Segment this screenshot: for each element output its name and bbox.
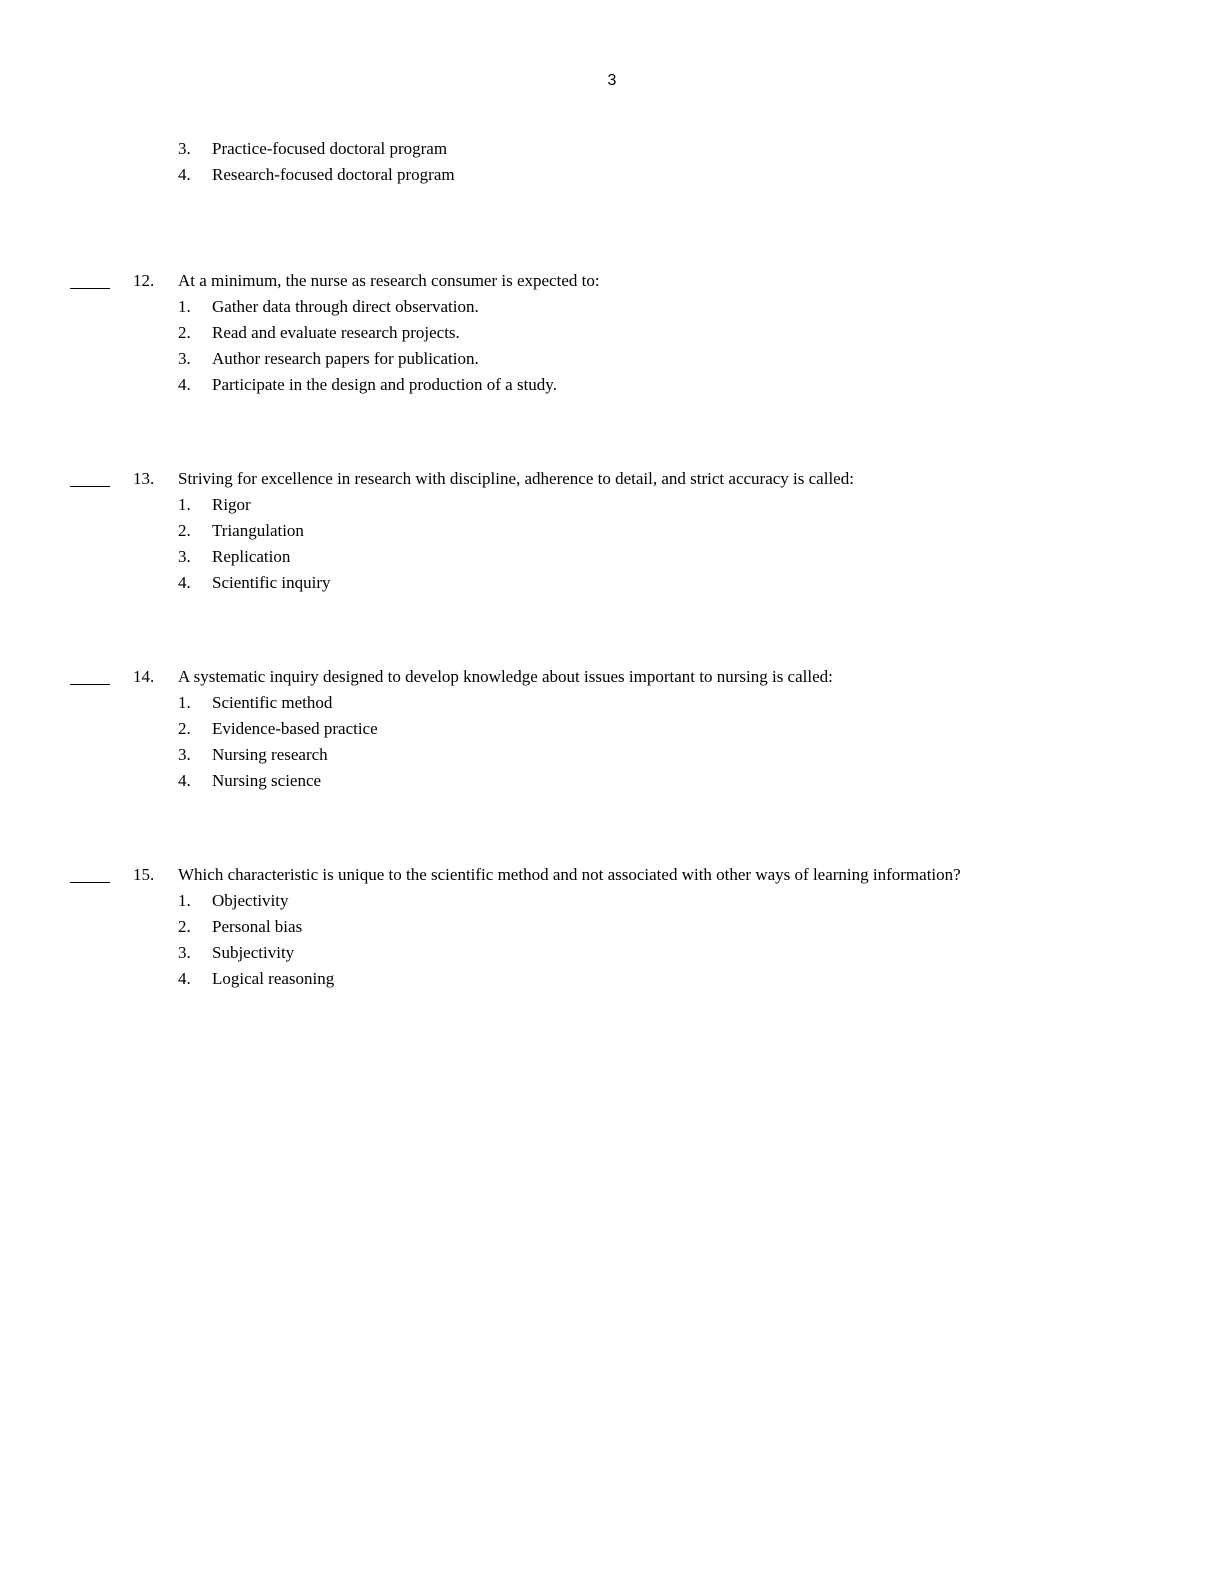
option-number: 2.: [178, 521, 191, 540]
question-head: [0, 862, 1224, 888]
option-text: Personal bias: [212, 917, 303, 936]
option-number: 3.: [178, 745, 191, 764]
option-text: Participate in the design and production of a study.: [212, 375, 557, 394]
answer-blank: [70, 684, 110, 685]
option-number: 1.: [178, 495, 191, 514]
option-text: Scientific method: [212, 693, 333, 712]
option-text: Subjectivity: [212, 943, 295, 962]
option-row: [178, 888, 1224, 914]
option-text: Replication: [212, 547, 291, 566]
option-text: Triangulation: [212, 521, 304, 540]
option-number: 3.: [178, 547, 191, 566]
option-number: 2.: [178, 323, 191, 342]
option-number: 2.: [178, 719, 191, 738]
question-text: A systematic inquiry designed to develop knowledge about issues important to nursing is called:: [178, 667, 833, 686]
option-row: [178, 294, 1224, 320]
option-text: Logical reasoning: [212, 969, 335, 988]
option-row: [178, 544, 1224, 570]
question-14: [0, 664, 1224, 794]
question-15: [0, 862, 1224, 992]
option-row: [178, 518, 1224, 544]
option-number: 4.: [178, 375, 191, 394]
answer-blank: [70, 486, 110, 487]
option-number: 4.: [178, 573, 191, 592]
option-row: [178, 690, 1224, 716]
option-row: [178, 162, 1224, 188]
option-row: [178, 570, 1224, 596]
answer-blank: [70, 288, 110, 289]
question-number: 14.: [133, 667, 155, 686]
option-row: [178, 914, 1224, 940]
option-number: 4.: [178, 969, 191, 988]
option-row: [178, 492, 1224, 518]
option-row: [178, 136, 1224, 162]
question-head: [0, 268, 1224, 294]
option-number: 4.: [178, 771, 191, 790]
option-text: Gather data through direct observation.: [212, 297, 479, 316]
question-text: Striving for excellence in research with discipline, adherence to detail, and strict accuracy is called:: [178, 469, 854, 488]
option-text: Nursing science: [212, 771, 322, 790]
option-text: Nursing research: [212, 745, 328, 764]
option-text: Practice-focused doctoral program: [212, 139, 448, 158]
option-text: Rigor: [212, 495, 251, 514]
option-number: 2.: [178, 917, 191, 936]
option-text: Research-focused doctoral program: [212, 165, 455, 184]
question-13: [0, 466, 1224, 596]
options-list: [178, 492, 1224, 596]
option-row: [178, 966, 1224, 992]
page-number: 3: [607, 72, 617, 89]
option-number: 1.: [178, 693, 191, 712]
question-text: Which characteristic is unique to the scientific method and not associated with other ways of learning information?: [178, 865, 961, 884]
question-text: At a minimum, the nurse as research consumer is expected to:: [178, 271, 600, 290]
option-row: [178, 372, 1224, 398]
answer-blank: [70, 882, 110, 883]
options-list: [178, 690, 1224, 794]
option-text: Objectivity: [212, 891, 289, 910]
option-row: [178, 768, 1224, 794]
option-row: [178, 346, 1224, 372]
question-number: 15.: [133, 865, 155, 884]
option-row: [178, 320, 1224, 346]
option-text: Scientific inquiry: [212, 573, 331, 592]
option-number: 3.: [178, 349, 191, 368]
options-list: [178, 294, 1224, 398]
question-number: 13.: [133, 469, 155, 488]
option-number: 3.: [178, 943, 191, 962]
options-list: [178, 888, 1224, 992]
question-head: [0, 466, 1224, 492]
question-number: 12.: [133, 271, 155, 290]
option-row: [178, 940, 1224, 966]
continuation-options: [178, 136, 1224, 188]
option-text: Author research papers for publication.: [212, 349, 479, 368]
option-number: 3.: [178, 139, 191, 158]
option-row: [178, 742, 1224, 768]
question-12: [0, 268, 1224, 398]
option-number: 1.: [178, 891, 191, 910]
option-text: Read and evaluate research projects.: [212, 323, 460, 342]
question-head: [0, 664, 1224, 690]
option-row: [178, 716, 1224, 742]
option-text: Evidence-based practice: [212, 719, 378, 738]
option-number: 4.: [178, 165, 191, 184]
option-number: 1.: [178, 297, 191, 316]
